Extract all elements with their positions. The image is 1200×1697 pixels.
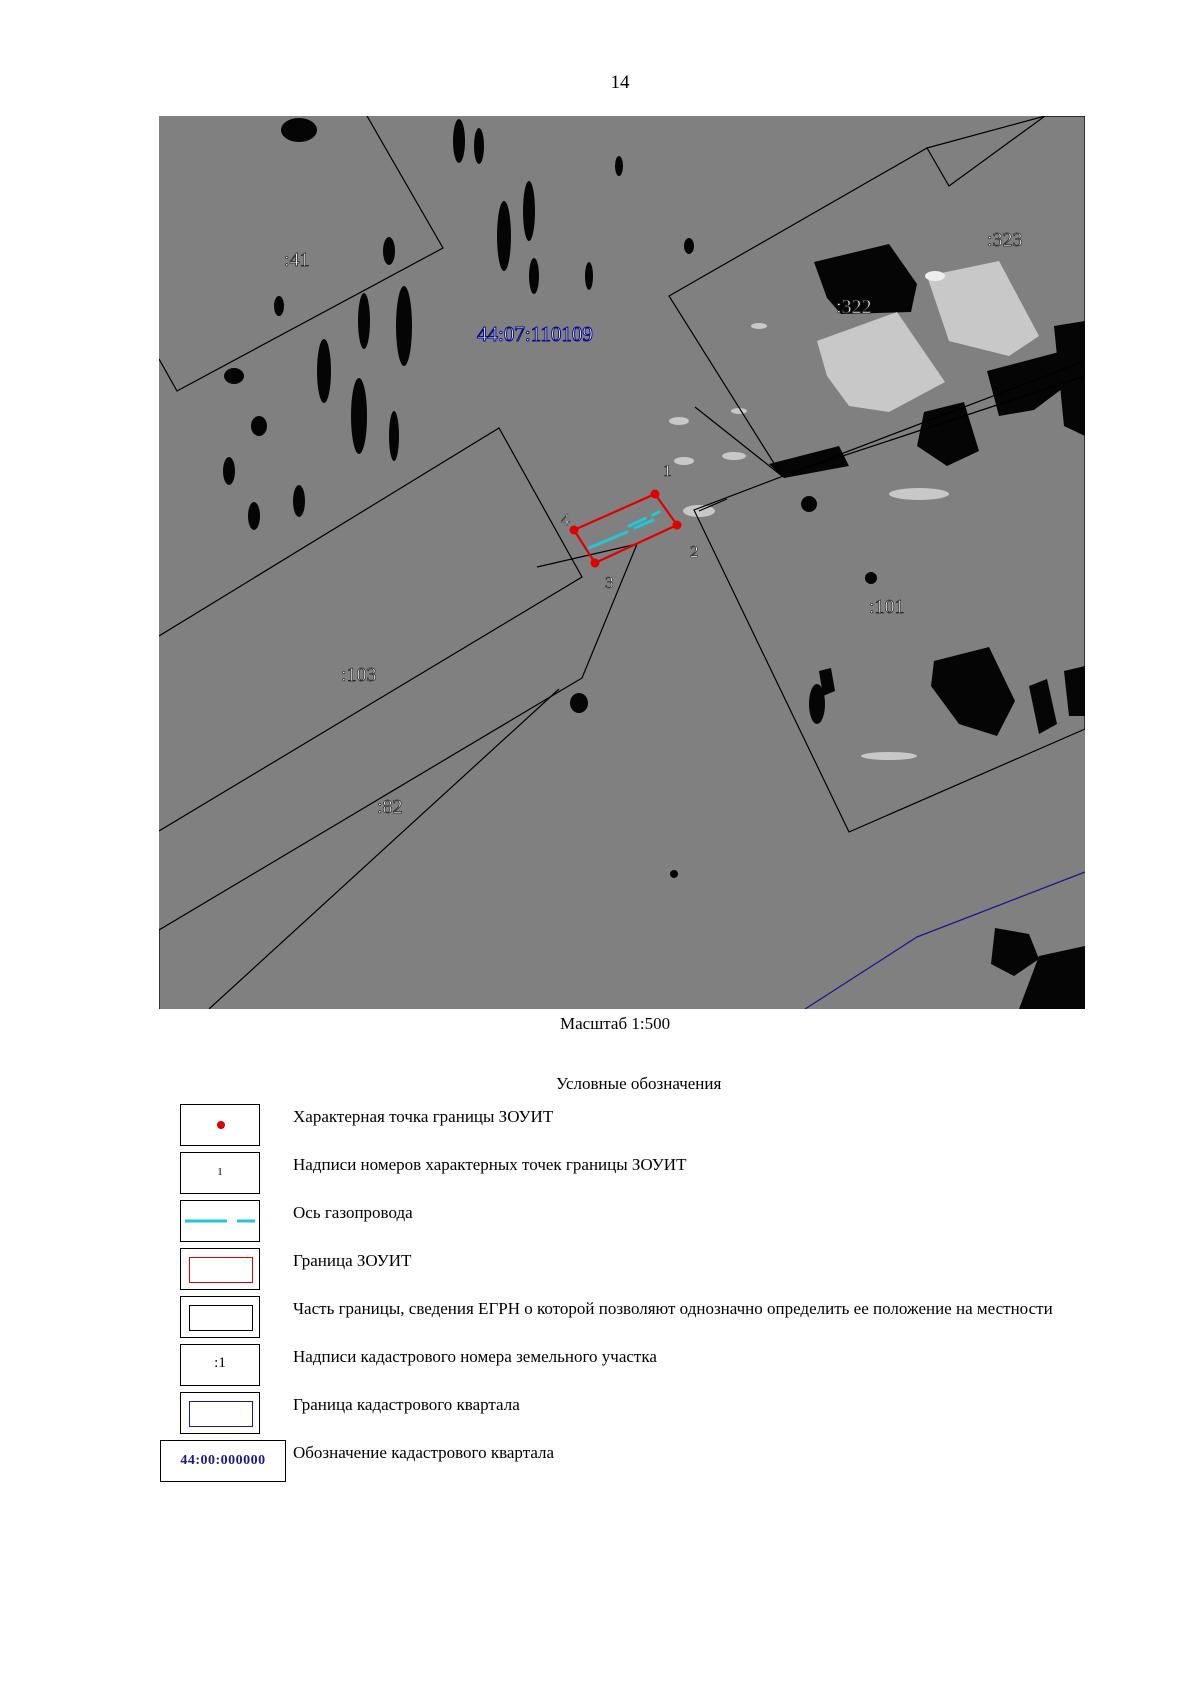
legend-item — [160, 1248, 1100, 1292]
legend-item — [160, 1104, 1100, 1148]
point-label: 3 — [605, 573, 614, 592]
black-rectangle-icon — [189, 1305, 253, 1331]
parcel-label: :82 — [377, 796, 403, 818]
zouit-point-2 — [673, 521, 682, 530]
legend-symbol-box — [180, 1104, 260, 1146]
parcel-label: :41 — [284, 249, 310, 271]
zouit-point-1 — [651, 490, 660, 499]
map-canvas — [159, 116, 1085, 1009]
legend-item — [160, 1200, 1100, 1244]
legend-text: Надписи кадастрового номера земельного участка — [293, 1347, 657, 1366]
legend-symbol-box — [180, 1392, 260, 1434]
point-label: 4 — [561, 510, 570, 529]
legend-text: Граница кадастрового квартала — [293, 1395, 520, 1414]
legend-symbol-box — [180, 1296, 260, 1338]
quarter-label: 44:07:110109 — [477, 322, 593, 346]
legend-text: Граница ЗОУИТ — [293, 1251, 412, 1270]
legend-text: Ось газопровода — [293, 1203, 413, 1222]
point-number-symbol: 1 — [217, 1166, 223, 1178]
legend-title: Условные обозначения — [556, 1074, 722, 1093]
point-label: 1 — [663, 461, 672, 480]
legend-text: Часть границы, сведения ЕГРН о которой позволяют однозначно определить ее положение на местности — [293, 1299, 1053, 1318]
blue-rectangle-icon — [189, 1401, 253, 1427]
parcel-label: :103 — [341, 664, 377, 686]
page-number: 14 — [610, 72, 630, 93]
legend-symbol-box — [180, 1248, 260, 1290]
quarter-number-symbol: 44:00:000000 — [180, 1453, 266, 1468]
cadastral-map — [159, 116, 1085, 1009]
zouit-point-3 — [591, 559, 600, 568]
parcel-label: :101 — [869, 596, 905, 618]
legend-item — [160, 1392, 1100, 1436]
dashed-line-icon — [181, 1201, 259, 1241]
parcel-label: :323 — [987, 229, 1023, 251]
legend-item — [160, 1344, 1100, 1388]
legend-item — [160, 1296, 1100, 1340]
legend-symbol-box — [160, 1440, 286, 1482]
legend-text: Обозначение кадастрового квартала — [293, 1443, 555, 1462]
red-rectangle-icon — [189, 1257, 253, 1283]
legend-item — [160, 1440, 1100, 1484]
red-dot-icon — [217, 1121, 225, 1129]
legend-text: Характерная точка границы ЗОУИТ — [293, 1107, 554, 1126]
legend-item — [160, 1152, 1100, 1196]
legend-text: Надписи номеров характерных точек границы ЗОУИТ — [293, 1155, 687, 1174]
cadastral-number-symbol: :1 — [214, 1355, 226, 1371]
zouit-point-4 — [570, 526, 579, 535]
map-scale: Масштаб 1:500 — [560, 1014, 671, 1033]
legend-symbol-box — [180, 1152, 260, 1194]
point-label: 2 — [690, 542, 699, 561]
legend-symbol-box — [180, 1200, 260, 1242]
legend-symbol-box — [180, 1344, 260, 1386]
parcel-label: :322 — [836, 296, 872, 318]
